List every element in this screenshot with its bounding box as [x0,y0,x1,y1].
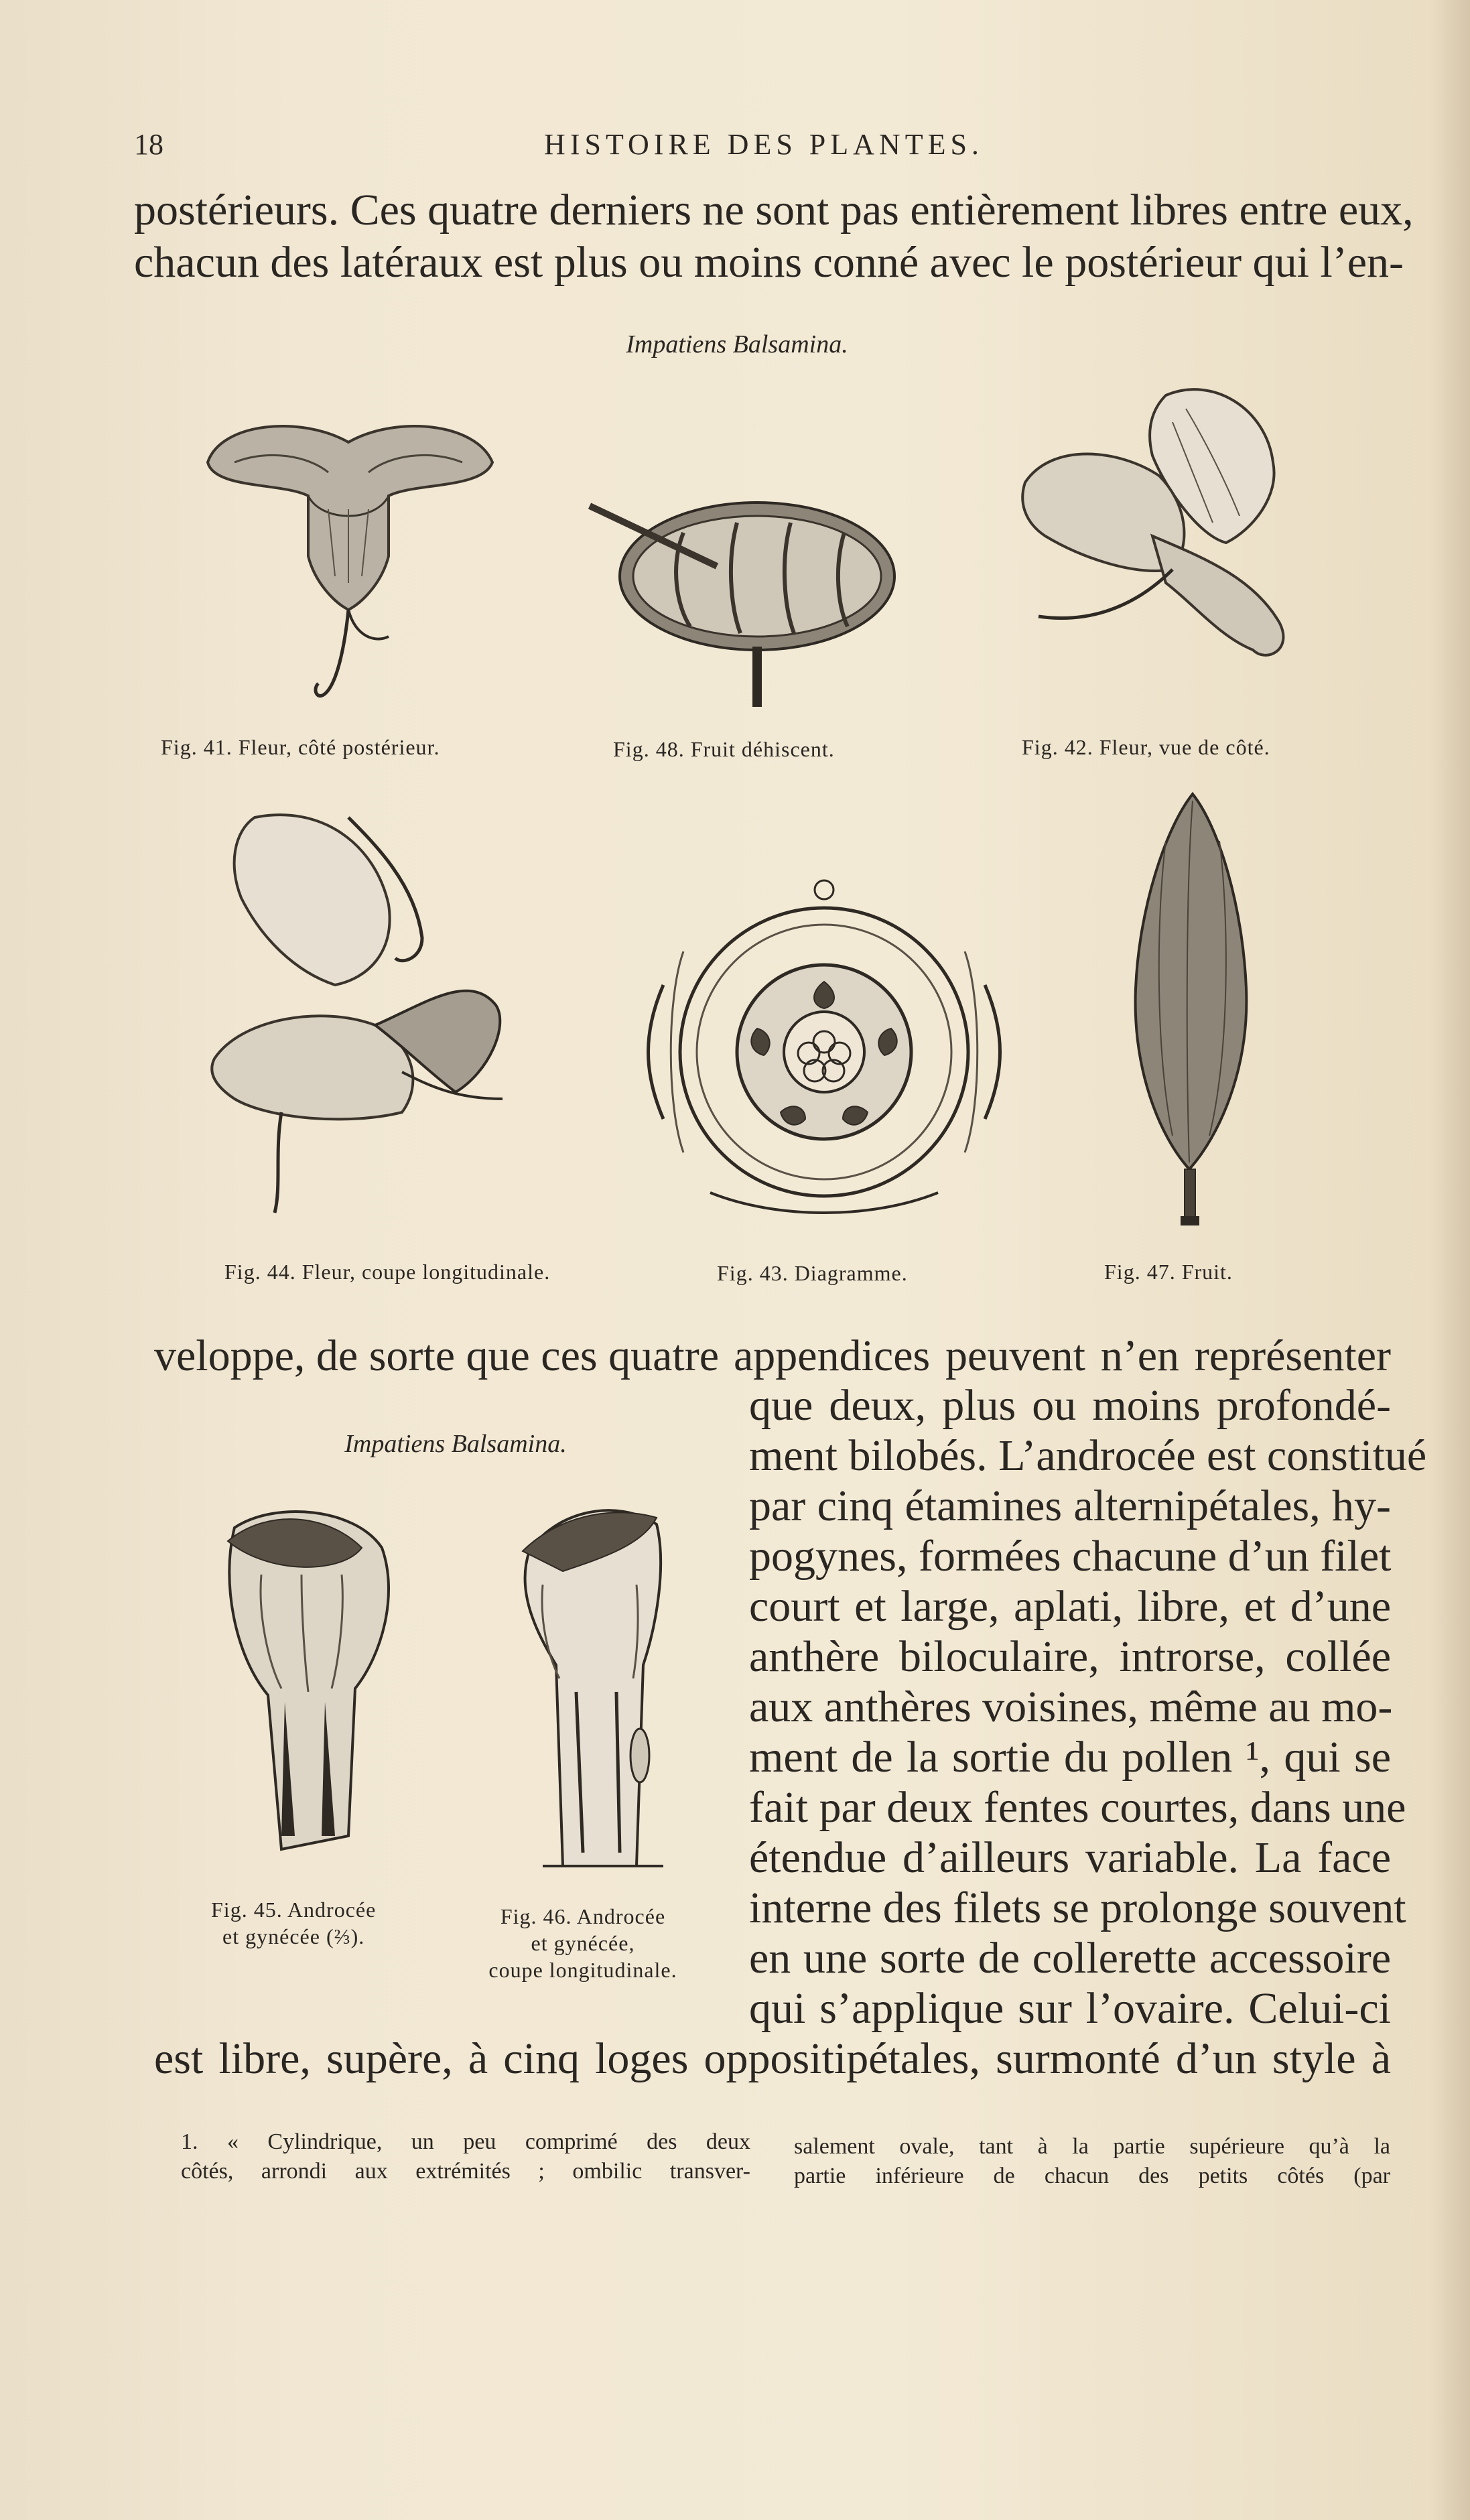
fig-47-fruit [1126,787,1260,1243]
page-edge-shadow [1430,0,1470,2520]
fig-45-androecium-gynoecium [208,1501,402,1856]
text-line: qui s’applique sur l’ovaire. Celui-ci [749,1984,1391,2033]
fig-42-flower-side [998,382,1347,724]
figure-group-title: Impatiens Balsamina. [626,330,848,358]
running-title: HISTOIRE DES PLANTES. [544,128,984,161]
footnote-line: côtés, arrondi aux extrémités ; ombilic transver- [181,2159,750,2184]
footnote-line: partie inférieure de chacun des petits côtés (par [794,2164,1390,2188]
text-line: aux anthères voisines, même au mo- [749,1682,1393,1731]
top-paragraph [134,184,1414,289]
fig-46-androecium-gynoecium-section [503,1491,677,1879]
text-line: fait par deux fentes courtes, dans une [749,1783,1406,1832]
text-line: par cinq étamines alternipétales, hy- [749,1481,1391,1530]
caption-fig-46 [476,1903,690,1983]
running-head [134,127,1394,174]
figure-group-title-bottom: Impatiens Balsamina. [344,1430,567,1458]
text-line: ment bilobés. L’androcée est constitué [749,1431,1427,1480]
footnote-line: salement ovale, tant à la partie supérieure qu’à la [794,2134,1390,2159]
caption-fig-43: Fig. 43. Diagramme. [717,1261,908,1285]
continuation-left: veloppe, de sorte que ces quatre [154,1331,719,1380]
text-line: postérieurs. Ces quatre derniers ne sont pas entièrement libres entre eux, [134,186,1414,235]
text-line: anthère biloculaire, introrse, collée [749,1632,1391,1681]
caption-fig-45 [211,1896,376,1950]
footnote-right [794,2132,1390,2191]
bottom-line: est libre, supère, à cinq loges oppositipétales, surmonté d’un style à [154,2034,1391,2083]
text-line: chacun des latéraux est plus ou moins conné avec le postérieur qui l’en- [134,238,1404,287]
footnote-line: 1. « Cylindrique, un peu comprimé des deux [181,2129,750,2154]
caption-line: coupe longitudinale. [488,1958,677,1982]
fig-48-dehiscent-fruit [583,492,918,714]
fig-44-flower-longitudinal-section [201,804,523,1226]
caption-line: et gynécée (⅔). [222,1924,365,1948]
caption-line: et gynécée, [531,1931,635,1955]
text-line: interne des filets se prolonge souvent [749,1883,1406,1932]
caption-fig-47: Fig. 47. Fruit. [1104,1260,1233,1284]
caption-fig-44: Fig. 44. Fleur, coupe longitudinale. [224,1260,551,1284]
caption-line: Fig. 45. Androcée [211,1898,377,1922]
page-number: 18 [134,128,163,161]
footnote-left [181,2127,750,2186]
text-line: pogynes, formées chacune d’un filet [749,1532,1392,1581]
right-column-text [749,1380,1427,2034]
text-line: en une sorte de collerette accessoire [749,1934,1391,1983]
text-line: court et large, aplati, libre, et d’une [749,1582,1391,1631]
caption-line: Fig. 46. Androcée [500,1904,666,1928]
fig-43-floral-diagram [630,871,1025,1233]
continuation-right: appendices peuvent n’en représenter [734,1331,1391,1380]
fig-41-flower-posterior [194,409,503,724]
caption-fig-42: Fig. 42. Fleur, vue de côté. [1022,735,1270,759]
caption-fig-48: Fig. 48. Fruit déhiscent. [613,737,835,761]
text-line: ment de la sortie du pollen ¹, qui se [749,1733,1391,1782]
caption-fig-41: Fig. 41. Fleur, côté postérieur. [161,735,440,759]
text-line: étendue d’ailleurs variable. La face [749,1833,1391,1882]
text-line: que deux, plus ou moins profondé- [749,1381,1391,1430]
